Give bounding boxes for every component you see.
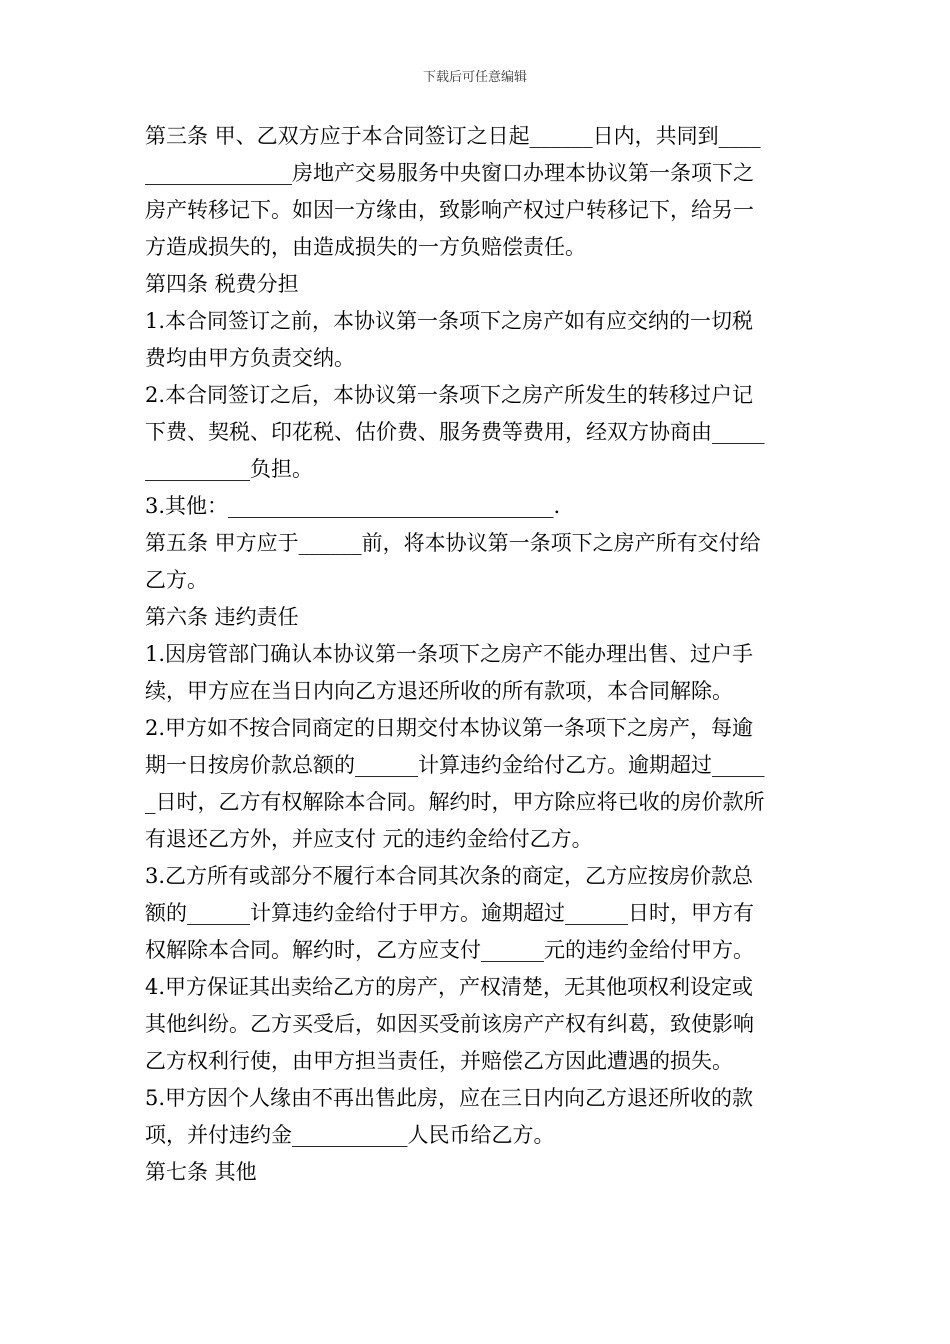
text-line: 第六条 违约责任 [145, 605, 299, 629]
text-line: 3.乙方所有或部分不履行本合同其次条的商定，乙方应按房价款总 [145, 864, 754, 888]
header-note: 下载后可任意编辑 [422, 70, 527, 85]
paragraph [145, 118, 807, 266]
paragraph [145, 969, 807, 1080]
text-line: 项，并付违约金___________人民币给乙方。 [145, 1123, 555, 1147]
text-line: 乙方权利行使，由甲方担当责任，并赔偿乙方因此遭遇的损失。 [145, 1049, 733, 1073]
text-line: _日时，乙方有权解除本合同。解约时，甲方除应将已收的房价款所 [145, 790, 765, 814]
text-line: 期一日按房价款总额的______计算违约金给付乙方。逾期超过_____ [145, 753, 765, 777]
text-line: 3.其他：_______________________________. [145, 494, 561, 518]
paragraph [145, 377, 807, 488]
document-body [145, 118, 807, 1191]
text-line: 方造成损失的，由造成损失的一方负赔偿责任。 [145, 235, 586, 259]
text-line: 1.因房管部门确认本协议第一条项下之房产不能办理出售、过户手 [145, 642, 754, 666]
text-line: 2.本合同签订之后，本协议第一条项下之房产所发生的转移过户记 [145, 383, 754, 407]
paragraph [145, 1080, 807, 1154]
paragraph [145, 636, 807, 710]
text-line: 费均由甲方负责交纳。 [145, 346, 355, 370]
text-line: 第五条 甲方应于______前，将本协议第一条项下之房产所有交付给 [145, 531, 761, 555]
text-line: 其他纠纷。乙方买受后，如因买受前该房产产权有纠葛，致使影响 [145, 1012, 754, 1036]
paragraph [145, 266, 807, 303]
paragraph [145, 710, 807, 858]
paragraph [145, 525, 807, 599]
paragraph [145, 303, 807, 377]
text-line: 权解除本合同。解约时，乙方应支付______元的违约金给付甲方。 [145, 938, 754, 962]
text-line: 续，甲方应在当日内向乙方退还所收的所有款项，本合同解除。 [145, 679, 733, 703]
text-line: 2.甲方如不按合同商定的日期交付本协议第一条项下之房产，每逾 [145, 716, 754, 740]
text-line: 乙方。 [145, 568, 208, 592]
text-line: 额的______计算违约金给付于甲方。逾期超过______日时，甲方有 [145, 901, 754, 925]
text-line: 房产转移记下。如因一方缘由，致影响产权过户转移记下，给另一 [145, 198, 754, 222]
text-line: 下费、契税、印花税、估价费、服务费等费用，经双方协商由_____ [145, 420, 765, 444]
paragraph [145, 599, 807, 636]
text-line: 第七条 其他 [145, 1160, 257, 1184]
paragraph [145, 488, 807, 525]
paragraph [145, 1154, 807, 1191]
text-line: 第四条 税费分担 [145, 272, 299, 296]
text-line: 5.甲方因个人缘由不再出售此房，应在三日内向乙方退还所收的款 [145, 1086, 754, 1110]
text-line: 有退还乙方外，并应支付 元的违约金给付乙方。 [145, 827, 593, 851]
text-line: __________负担。 [145, 457, 313, 481]
text-line: 4.甲方保证其出卖给乙方的房产，产权清楚，无其他项权利设定或 [145, 975, 754, 999]
paragraph [145, 858, 807, 969]
text-line: 1.本合同签订之前，本协议第一条项下之房产如有应交纳的一切税 [145, 309, 754, 333]
text-line: 第三条 甲、乙双方应于本合同签订之日起______日内，共同到____ [145, 124, 761, 148]
text-line: ______________房地产交易服务中央窗口办理本协议第一条项下之 [145, 161, 754, 185]
